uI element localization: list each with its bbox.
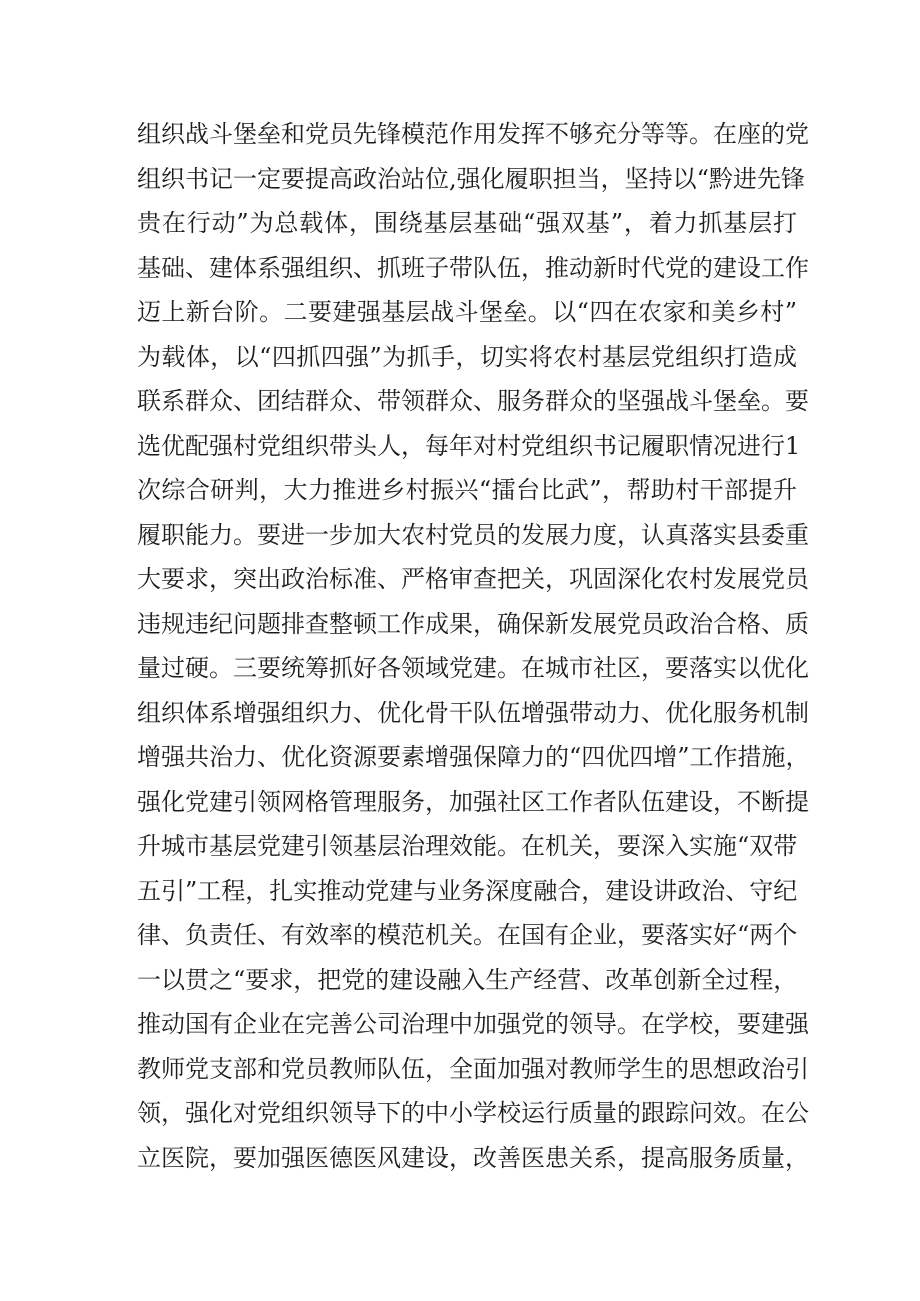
text-line: 为载体，以“四抓四强”为抓手，切实将农村基层党组织打造成 xyxy=(137,342,797,371)
text-line: 一以贯之“要求，把党的建设融入生产经营、改革创新全过程， xyxy=(137,965,798,994)
text-line: 组织体系增强组织力、优化骨干队伍增强带动力、优化服务机制 xyxy=(137,698,809,727)
text-line: 升城市基层党建引领基层治理效能。在机关，要深入实施“双带 xyxy=(137,832,798,860)
text-line: 选优配强村党组织带头人，每年对村党组织书记履职情况进行1 xyxy=(137,431,801,460)
text-line: 大要求，突出政治标准、严格审查把关，巩固深化农村发展党员 xyxy=(137,565,809,593)
text-line: 领，强化对党组织领导下的中小学校运行质量的跟踪问效。在公 xyxy=(137,1099,809,1127)
text-line: 贵在行动”为总载体，围绕基层基础“强双基”，着力抓基层打 xyxy=(137,209,797,237)
body-paragraph xyxy=(137,112,810,1180)
text-line: 迈上新台阶。二要建强基层战斗堡垒。以“四在农家和美乡村” xyxy=(137,298,797,326)
text-line: 组织书记一定要提高政治站位,强化履职担当，坚持以“黔进先锋 xyxy=(137,164,805,193)
text-line: 违规违纪问题排查整顿工作成果，确保新发展党员政治合格、质 xyxy=(137,609,809,638)
text-line: 律、负责任、有效率的模范机关。在国有企业，要落实好“两个 xyxy=(137,921,798,949)
text-line: 强化党建引领网格管理服务，加强社区工作者队伍建设，不断提 xyxy=(137,787,809,816)
text-line: 教师党支部和党员教师队伍，全面加强对教师学生的思想政治引 xyxy=(137,1054,809,1083)
text-line: 立医院，要加强医德医风建设，改善医患关系，提高服务质量， xyxy=(137,1143,809,1172)
text-line: 量过硬。三要统筹抓好各领域党建。在城市社区，要落实以优化 xyxy=(137,654,809,682)
text-line: 联系群众、团结群众、带领群众、服务群众的坚强战斗堡垒。要 xyxy=(137,387,809,415)
text-line: 次综合研判，大力推进乡村振兴“擂台比武”，帮助村干部提升 xyxy=(137,476,797,504)
text-line: 组织战斗堡垒和党员先锋模范作用发挥不够充分等等。在座的党 xyxy=(137,120,809,148)
text-line: 五引”工程，扎实推动党建与业务深度融合，建设讲政治、守纪 xyxy=(137,876,798,905)
text-line: 增强共治力、优化资源要素增强保障力的“四优四增”工作措施， xyxy=(137,743,810,771)
text-line: 基础、建体系强组织、抓班子带队伍，推动新时代党的建设工作 xyxy=(137,253,809,282)
text-line: 履职能力。要进一步加大农村党员的发展力度，认真落实县委重 xyxy=(137,520,809,549)
text-line: 推动国有企业在完善公司治理中加强党的领导。在学校，要建强 xyxy=(137,1010,809,1038)
